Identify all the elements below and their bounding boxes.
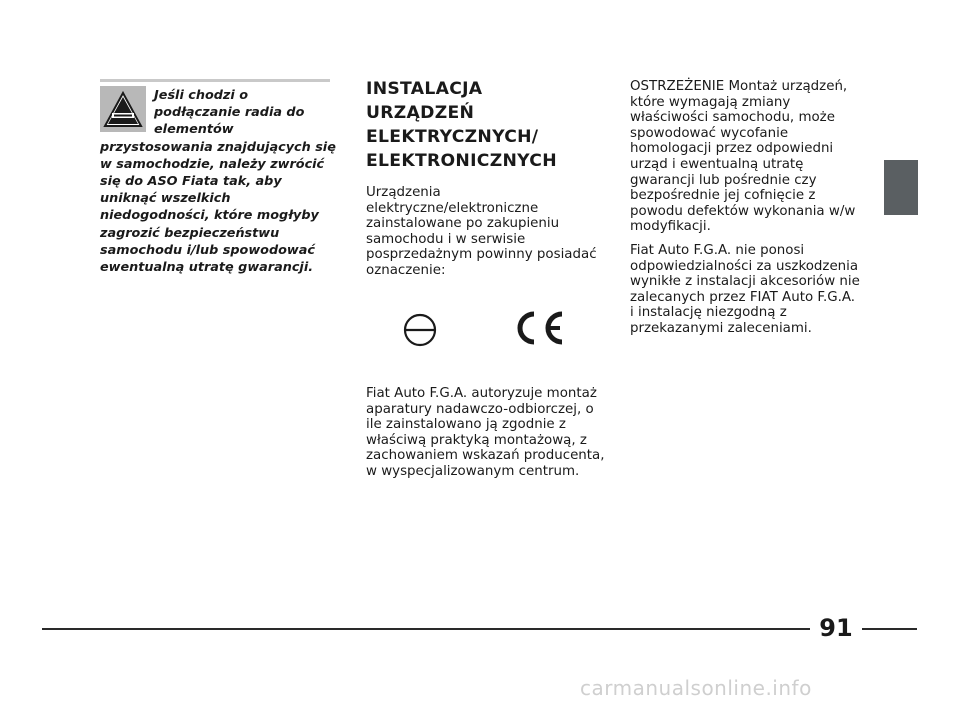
right-column — [630, 79, 860, 345]
homologation-warning: OSTRZEŻENIE Montaż urządzeń, które wymagają zmiany właściwości samochodu, może spowodować wycofanie homologacji przez odpowiedni urząd i ewentualną utratę gwarancji lub pośrednie czy bezpośrednie jej cofnięcie z powodu defektów wykonania w/w modyfikacji. — [630, 79, 856, 235]
e-mark-icon — [400, 310, 440, 350]
page-number: 91 — [819, 614, 853, 642]
footer-rule-right — [862, 628, 917, 630]
authorization-paragraph: Fiat Auto F.G.A. autoryzuje montaż aparatury nadawczo-odbiorczej, o ile zainstalowano ją zgodnie z właściwą praktyką montażową, z zachowaniem wskazań producenta, w wyspecjalizowanym centrum. — [366, 386, 605, 479]
installation-section — [366, 77, 606, 279]
section-heading: INSTALACJA URZĄDZEŃ ELEKTRYCZNYCH/ ELEKTRONICZNYCH — [366, 79, 557, 171]
warning-top-rule — [100, 79, 330, 82]
warning-note — [100, 87, 336, 276]
ce-mark-icon — [510, 310, 566, 346]
footer-rule-left — [42, 628, 810, 630]
liability-disclaimer: Fiat Auto F.G.A. nie ponosi odpowiedzialności za uszkodzenia wynikłe z instalacji akcesoriów nie zalecanych przez FIAT Auto F.G.A. i instalację niezgodną z przekazanymi zaleceniami. — [630, 242, 860, 336]
warning-note-text: Jeśli chodzi o podłączanie radia do elementów przystosowania znajdujących się w samochodzie, należy zwrócić się do ASO Fiata tak, aby uniknąć wszelkich niedogodności, które mogłyby zagrozić bezpieczeństwu samochodu i/lub spowodować ewentualną utratę gwarancji. — [100, 88, 336, 276]
intro-paragraph: Urządzenia elektryczne/elektroniczne zainstalowane po zakupieniu samochodu i w serwisie posprzedażnym powinny posiadać oznaczenie: — [366, 185, 597, 278]
watermark: carmanualsonline.info — [580, 676, 812, 700]
chapter-tab — [884, 160, 918, 215]
